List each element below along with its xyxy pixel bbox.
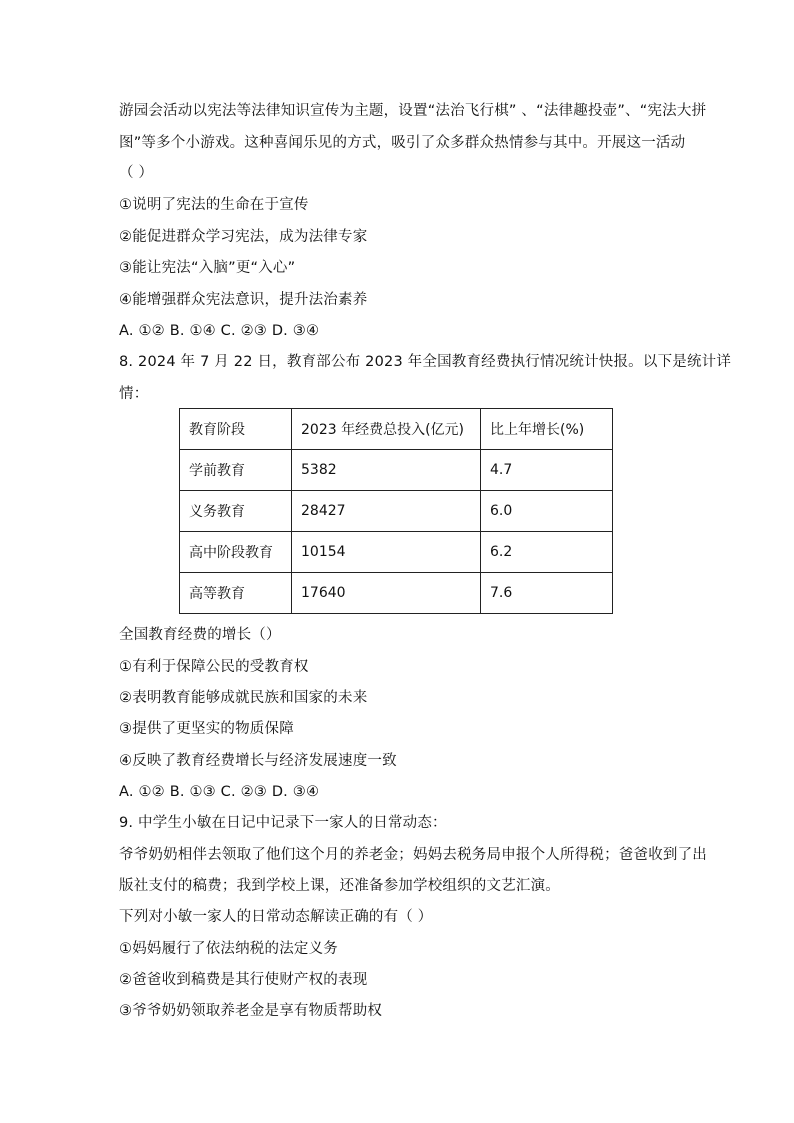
q9-stem-line-1: 9. 中学生小敏在日记中记录下一家人的日常动态： [119,815,447,831]
table-cell: 义务教育 [180,491,292,532]
q7-choices: A. ①② B. ①④ C. ②③ D. ③④ [119,323,320,339]
q7-option-3: ③能让宪法“入脑”更“入心” [119,260,296,276]
table-cell: 高等教育 [180,573,292,614]
table-cell: 6.2 [481,532,613,573]
table-cell: 7.6 [481,573,613,614]
table-cell: 4.7 [481,450,613,491]
q8-option-1: ①有利于保障公民的受教育权 [119,659,309,675]
q8-choices: A. ①② B. ①③ C. ②③ D. ③④ [119,784,320,800]
table-row [180,573,613,614]
q7-stem-line-2: 图”等多个小游戏。这种喜闻乐见的方式，吸引了众多群众热情参与其中。开展这一活动 [119,135,686,151]
table-row [180,450,613,491]
q8-stem-line-2: 情： [119,386,149,402]
q7-option-1: ①说明了宪法的生命在于宣传 [119,197,309,213]
table-cell: 学前教育 [180,450,292,491]
table-cell: 6.0 [481,491,613,532]
table-cell: 28427 [292,491,481,532]
q9-question: 下列对小敏一家人的日常动态解读正确的有（ ） [119,909,433,925]
education-funding-table [179,408,613,614]
q7-stem-line-1: 游园会活动以宪法等法律知识宣传为主题，设置“法治飞行棋” 、“法律趣投壶”、“宪法大拼 [119,103,707,119]
q9-option-3: ③爷爷奶奶领取养老金是享有物质帮助权 [119,1003,383,1019]
q8-option-2: ②表明教育能够成就民族和国家的未来 [119,690,368,706]
q9-option-2: ②爸爸收到稿费是其行使财产权的表现 [119,972,368,988]
table-row [180,491,613,532]
q8-option-3: ③提供了更坚实的物质保障 [119,721,294,737]
table-row [180,532,613,573]
q7-option-4: ④能增强群众宪法意识，提升法治素养 [119,292,368,308]
q7-answer-paren: （ ） [119,165,154,181]
q8-question: 全国教育经费的增长（） [119,627,281,643]
q9-option-1: ①妈妈履行了依法纳税的法定义务 [119,941,338,957]
table-cell: 高中阶段教育 [180,532,292,573]
q9-stem-line-3: 版社支付的稿费；我到学校上课，还准备参加学校组织的文艺汇演。 [119,878,560,894]
table-header-cell: 比上年增长(%) [481,409,613,450]
q8-option-4: ④反映了教育经费增长与经济发展速度一致 [119,753,397,769]
table-cell: 17640 [292,573,481,614]
table-header-cell: 教育阶段 [180,409,292,450]
table-header-cell: 2023 年经费总投入(亿元) [292,409,481,450]
table-cell: 5382 [292,450,481,491]
q7-option-2: ②能促进群众学习宪法，成为法律专家 [119,229,368,245]
table-header-row [180,409,613,450]
q9-stem-line-2: 爷爷奶奶相伴去领取了他们这个月的养老金；妈妈去税务局申报个人所得税；爸爸收到了出 [119,847,707,863]
table-cell: 10154 [292,532,481,573]
q8-stem-line-1: 8. 2024 年 7 月 22 日，教育部公布 2023 年全国教育经费执行情况统计快报。以下是统计详 [119,354,732,370]
